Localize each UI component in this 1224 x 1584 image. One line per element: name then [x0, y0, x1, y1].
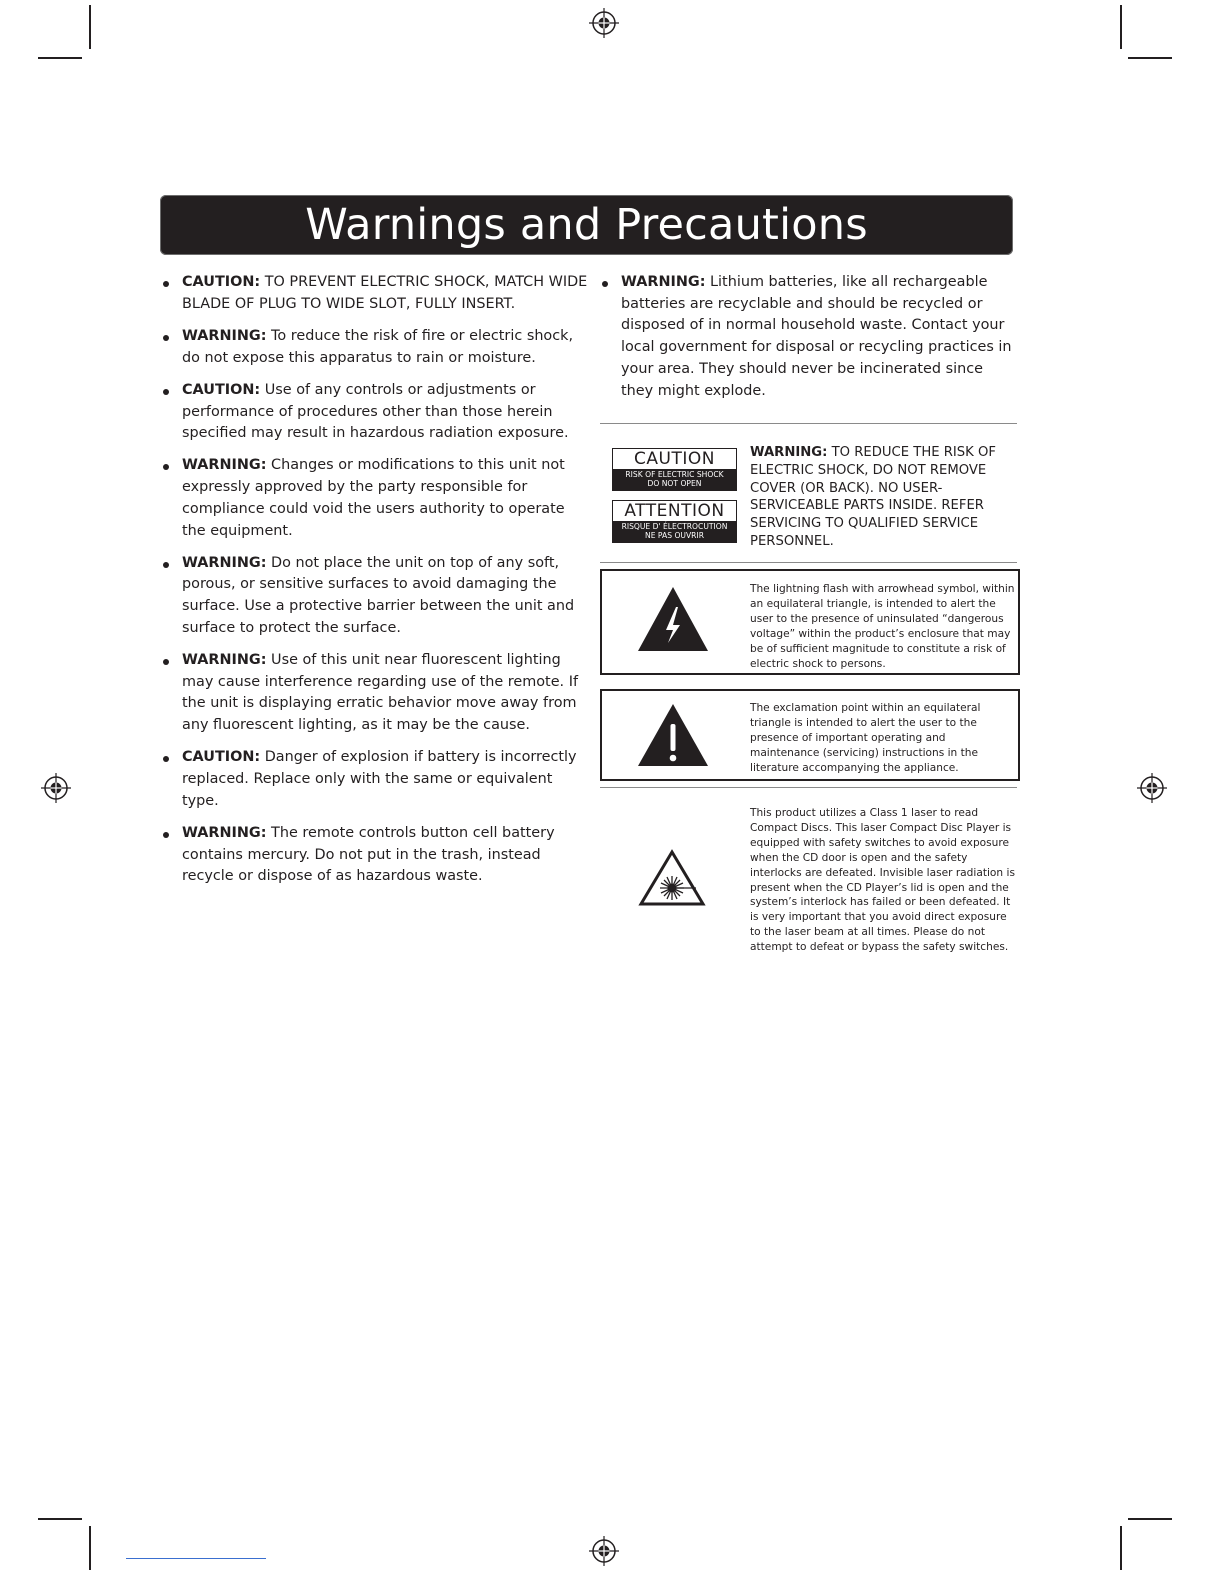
page-title: Warnings and Precautions	[160, 195, 1013, 255]
crop-mark	[89, 1526, 91, 1570]
registration-mark-icon	[1137, 773, 1167, 803]
exclamation-description: The exclamation point within an equilateral triangle is intended to alert the user to the presence of important operating and maintenance (servicing) instructions in the literature accompanying the appliance.	[750, 702, 981, 774]
crop-mark	[1120, 1526, 1122, 1570]
list-item	[160, 380, 590, 445]
registration-mark-icon	[589, 8, 619, 38]
caution-label-line: RISK OF ELECTRIC SHOCK	[625, 470, 724, 479]
caution-label-line: DO NOT OPEN	[647, 479, 702, 489]
warning-keyword: WARNING:	[182, 554, 267, 571]
divider	[600, 562, 1017, 563]
list-item	[160, 650, 590, 737]
caution-label-subtitle	[613, 469, 736, 490]
warning-keyword: WARNING:	[621, 274, 706, 290]
registration-mark-icon	[589, 1536, 619, 1566]
list-item	[160, 326, 590, 369]
left-warning-list	[160, 272, 590, 899]
caution-label	[612, 448, 737, 491]
warning-text: Lithium batteries, like all rechargeable batteries are recyclable and should be recycled or disposed of in normal household waste. Contact your local government for disposal or recycling practices in your area. They should never be incinerated since they might explode.	[621, 274, 1012, 399]
attention-label	[612, 500, 737, 543]
warning-keyword: WARNING:	[182, 652, 267, 669]
attention-label-line: NE PAS OUVRIR	[645, 531, 704, 541]
warning-keyword: WARNING:	[182, 457, 267, 474]
crop-mark	[38, 57, 82, 59]
right-warning-list	[599, 272, 1019, 413]
divider	[600, 787, 1017, 788]
warning-keyword: CAUTION:	[182, 274, 261, 290]
list-item	[160, 747, 590, 812]
crop-mark	[89, 5, 91, 49]
attention-label-line: RISQUE D' ÉLECTROCUTION	[621, 522, 728, 531]
warning-text: To reduce the risk of fire or electric shock, do not expose this apparatus to rain or moisture.	[182, 327, 574, 366]
crop-mark	[38, 1518, 82, 1520]
warning-keyword: CAUTION:	[182, 381, 261, 398]
crop-mark	[1128, 57, 1172, 59]
warning-text: Use of any controls or adjustments or performance of procedures other than those herein specified may result in hazardous radiation exposure.	[182, 381, 569, 442]
caution-label-title: CAUTION	[634, 449, 715, 469]
shock-warning	[750, 444, 1010, 551]
list-item	[160, 455, 590, 542]
crop-mark	[1120, 5, 1122, 49]
list-item	[160, 823, 590, 888]
warning-text: TO PREVENT ELECTRIC SHOCK, MATCH WIDE BLADE OF PLUG TO WIDE SLOT, FULLY INSERT.	[182, 274, 588, 312]
divider	[600, 423, 1017, 424]
warning-keyword: CAUTION:	[182, 749, 261, 766]
lightning-triangle-icon	[636, 585, 710, 653]
warning-keyword: WARNING:	[750, 445, 828, 460]
list-item	[160, 272, 590, 315]
laser-triangle-icon	[638, 849, 706, 907]
warning-keyword: WARNING:	[182, 327, 267, 344]
attention-label-title: ATTENTION	[624, 501, 725, 521]
lightning-description: The lightning flash with arrowhead symbol, within an equilateral triangle, is intended to alert the user to the presence of uninsulated “dangerous voltage” within the product’s enclosure that may be of sufficient magnitude to constitute a risk of electric shock to persons.	[750, 583, 1015, 670]
warning-keyword: WARNING:	[182, 824, 267, 841]
registration-mark-icon	[41, 773, 71, 803]
warning-text: Danger of explosion if battery is incorrectly replaced. Replace only with the same or equivalent type.	[182, 749, 577, 809]
warning-text: The remote controls button cell battery contains mercury. Do not put in the trash, instead recycle or dispose of as hazardous waste.	[182, 824, 555, 885]
exclamation-triangle-icon	[636, 702, 710, 768]
laser-description: This product utilizes a Class 1 laser to read Compact Discs. This laser Compact Disc Player is equipped with safety switches to avoid exposure when the CD door is open and the safety interlocks are defeated. Invisible laser radiation is present when the CD Player’s lid is open and the system’s interlock has failed or been defeated. It is very important that you avoid direct exposure to the laser beam at all times. Please do not attempt to defeat or bypass the safety switches.	[750, 807, 1015, 954]
list-item	[160, 553, 590, 640]
list-item	[599, 272, 1019, 402]
warning-text: TO REDUCE THE RISK OF ELECTRIC SHOCK, DO NOT REMOVE COVER (OR BACK). NO USER-SERVICEABLE PARTS INSIDE. REFER SERVICING TO QUALIFIED SERVICE PERSONNEL.	[750, 445, 996, 549]
warning-text: Use of this unit near fluorescent lighting may cause interference regarding use of the remote. If the unit is displaying erratic behavior move away from any fluorescent lighting, as it may be the cause.	[182, 652, 579, 734]
attention-label-subtitle	[613, 521, 736, 542]
crop-mark	[1128, 1518, 1172, 1520]
footer-rule	[126, 1558, 266, 1559]
warning-text: Do not place the unit on top of any soft, porous, or sensitive surfaces to avoid damaging the surface. Use a protective barrier between the unit and surface to protect the surface.	[182, 554, 575, 636]
warning-text: Changes or modifications to this unit not expressly approved by the party responsible for compliance could void the users authority to operate the equipment.	[182, 457, 565, 539]
